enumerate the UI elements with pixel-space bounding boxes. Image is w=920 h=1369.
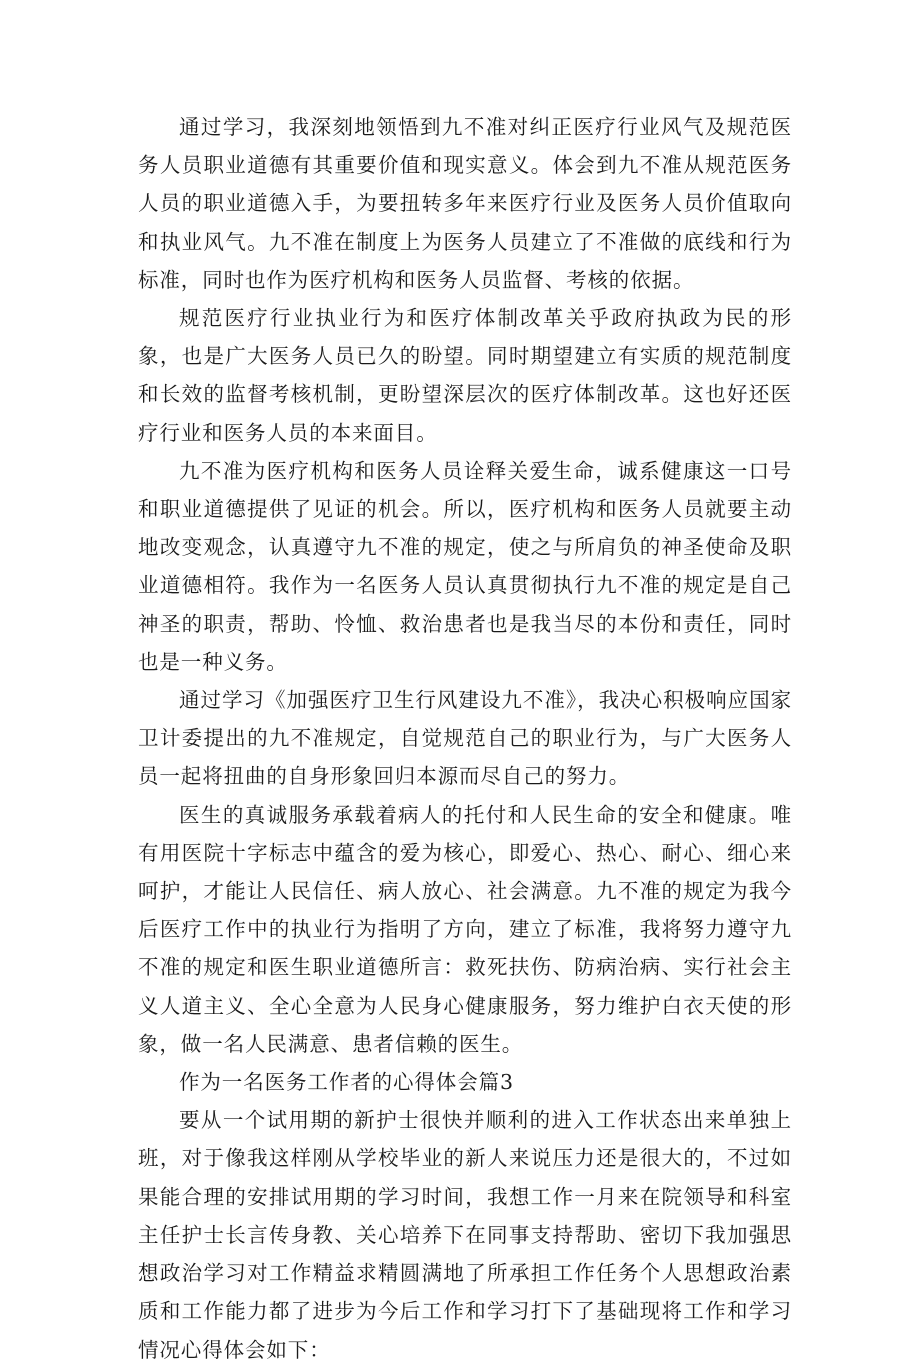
paragraph: 九不准为医疗机构和医务人员诠释关爱生命，诚系健康这一口号和职业道德提供了见证的机会。所以，医疗机构和医务人员就要主动地改变观念，认真遵守九不准的规定，使之与所肩负的神圣使命及职业道德相符。我作为一名医务人员认真贯彻执行九不准的规定是自己神圣的职责，帮助、怜恤、救治患者也是我当尽的本份和责任，同时也是一种义务。 [138, 458, 792, 674]
paragraph: 要从一个试用期的新护士很快并顺利的进入工作状态出来单独上班，对于像我这样刚从学校毕业的新人来说压力还是很大的，不过如果能合理的安排试用期的学习时间，我想工作一月来在院领导和科室主任护士长言传身教、关心培养下在同事支持帮助、密切下我加强思想政治学习对工作精益求精圆满地了所承担工作任务个人思想政治素质和工作能力都了进步为今后工作和学习打下了基础现将工作和学习情况心得体会如下： [138, 1108, 792, 1362]
paragraph: 规范医疗行业执业行为和医疗体制改革关乎政府执政为民的形象，也是广大医务人员已久的盼望。同时期望建立有实质的规范制度和长效的监督考核机制，更盼望深层次的医疗体制改革。这也好还医疗行业和医务人员的本来面目。 [138, 306, 792, 445]
document-body [138, 108, 792, 1369]
paragraph: 通过学习《加强医疗卫生行风建设九不准》，我决心积极响应国家卫计委提出的九不准规定，自觉规范自己的职业行为，与广大医务人员一起将扭曲的自身形象回归本源而尽自己的努力。 [138, 688, 792, 789]
paragraph: 医生的真诚服务承载着病人的托付和人民生命的安全和健康。唯有用医院十字标志中蕴含的爱为核心，即爱心、热心、耐心、细心来呵护，才能让人民信任、病人放心、社会满意。九不准的规定为我今后医疗工作中的执业行为指明了方向，建立了标准，我将努力遵守九不准的规定和医生职业道德所言：救死扶伤、防病治病、实行社会主义人道主义、全心全意为人民身心健康服务，努力维护白衣天使的形象，做一名人民满意、患者信赖的医生。 [138, 802, 792, 1056]
section-heading: 作为一名医务工作者的心得体会篇3 [179, 1070, 514, 1095]
paragraph: 通过学习，我深刻地领悟到九不准对纠正医疗行业风气及规范医务人员职业道德有其重要价值和现实意义。体会到九不准从规范医务人员的职业道德入手，为要扭转多年来医疗行业及医务人员价值取向和执业风气。九不准在制度上为医务人员建立了不准做的底线和行为标准，同时也作为医疗机构和医务人员监督、考核的依据。 [138, 115, 792, 292]
